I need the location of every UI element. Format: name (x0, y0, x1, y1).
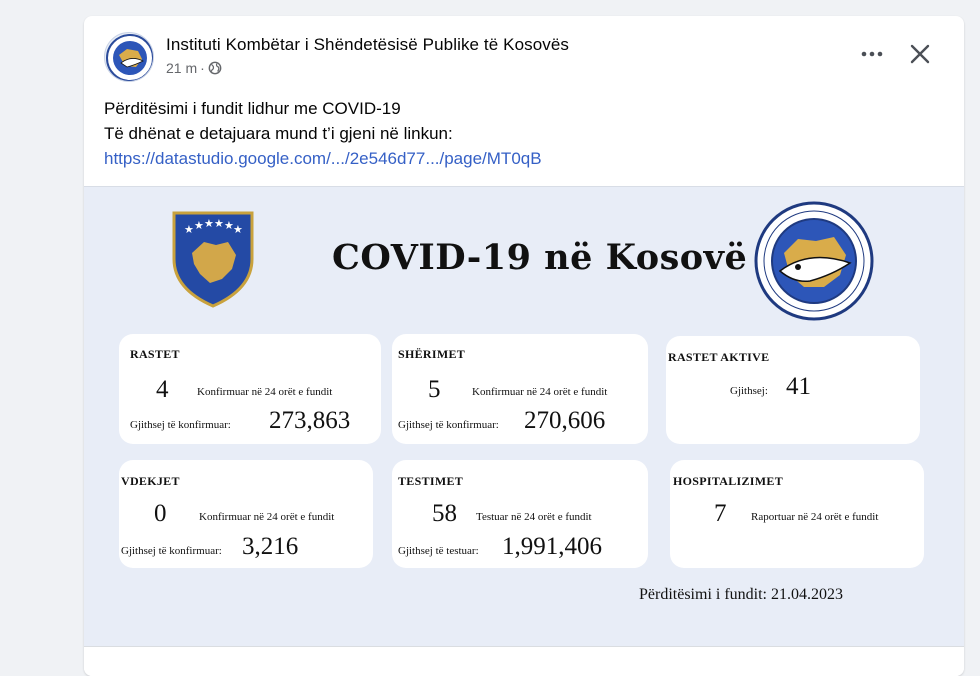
iksp-logo-icon (105, 33, 154, 82)
sherimet-daily-desc: Konfirmuar në 24 orët e fundit (472, 386, 608, 398)
testimet-total-desc: Gjithsej të testuar: (398, 545, 479, 557)
post-text-line-1: Përditësimi i fundit lidhur me COVID-19 (104, 99, 401, 118)
meta-separator: · (200, 60, 205, 76)
aktive-total-desc: Gjithsej: (730, 385, 768, 397)
post-meta (166, 60, 222, 76)
close-button[interactable] (906, 40, 934, 68)
testimet-daily: 58 (432, 500, 457, 527)
more-options-button[interactable] (858, 42, 886, 66)
page-name[interactable]: Instituti Kombëtar i Shëndetësisë Publike të Kosovës (166, 35, 570, 54)
vdekjet-daily-desc: Konfirmuar në 24 orët e fundit (199, 511, 335, 523)
infographic-title: COVID-19 në Kosovë (332, 237, 748, 278)
aktive-total: 41 (786, 373, 811, 400)
sherimet-total: 270,606 (524, 407, 606, 434)
rastet-total-desc: Gjithsej të konfirmuar: (130, 419, 231, 431)
rastet-daily-desc: Konfirmuar në 24 orët e fundit (197, 386, 333, 398)
svg-text:★: ★ (184, 223, 194, 236)
testimet-total: 1,991,406 (502, 533, 602, 560)
sherimet-total-desc: Gjithsej të konfirmuar: (398, 419, 499, 431)
svg-text:★: ★ (214, 217, 224, 230)
svg-text:★: ★ (204, 217, 214, 230)
vdekjet-total: 3,216 (242, 533, 299, 560)
hospitalizimet-label: HOSPITALIZIMET (673, 474, 784, 488)
aktive-label: RASTET AKTIVE (668, 350, 770, 364)
hospitalizimet-daily-desc: Raportuar në 24 orët e fundit (751, 511, 879, 523)
svg-text:★: ★ (224, 219, 234, 232)
hospitalizimet-daily: 7 (714, 500, 727, 527)
card-rastet (119, 334, 381, 444)
sherimet-daily: 5 (428, 376, 441, 403)
post-time[interactable]: 21 m (166, 60, 198, 76)
vdekjet-label: VDEKJET (121, 474, 180, 488)
card-hospitalizimet (670, 460, 924, 568)
kosovo-coat-of-arms-icon (170, 209, 256, 309)
card-testimet (392, 460, 648, 568)
facebook-post (84, 16, 964, 676)
last-updated: Përditësimi i fundit: 21.04.2023 (639, 586, 843, 603)
globe-icon[interactable] (208, 61, 222, 75)
sherimet-label: SHËRIMET (398, 347, 466, 361)
reactions-bar (84, 646, 964, 676)
vdekjet-daily: 0 (154, 500, 167, 527)
rastet-label: RASTET (130, 347, 180, 361)
post-link[interactable]: https://datastudio.google.com/.../2e546d77.../page/MT0qB (104, 149, 542, 168)
card-sherimet (392, 334, 648, 444)
close-icon (909, 43, 931, 65)
infographic-image[interactable] (84, 186, 964, 646)
more-horizontal-icon (860, 50, 884, 58)
iksp-seal-icon (754, 201, 874, 321)
post-header (84, 16, 964, 186)
card-vdekjet (119, 460, 373, 568)
testimet-label: TESTIMET (398, 474, 464, 488)
testimet-daily-desc: Testuar në 24 orët e fundit (476, 511, 592, 523)
svg-text:★: ★ (233, 223, 243, 236)
svg-text:★: ★ (194, 219, 204, 232)
page-avatar[interactable] (104, 32, 154, 82)
rastet-total: 273,863 (269, 407, 351, 434)
rastet-daily: 4 (156, 376, 169, 403)
vdekjet-total-desc: Gjithsej të konfirmuar: (121, 545, 222, 557)
post-text (104, 96, 542, 171)
card-aktive (666, 336, 920, 444)
post-text-line-2: Të dhënat e detajuara mund t’i gjeni në linkun: (104, 124, 453, 143)
